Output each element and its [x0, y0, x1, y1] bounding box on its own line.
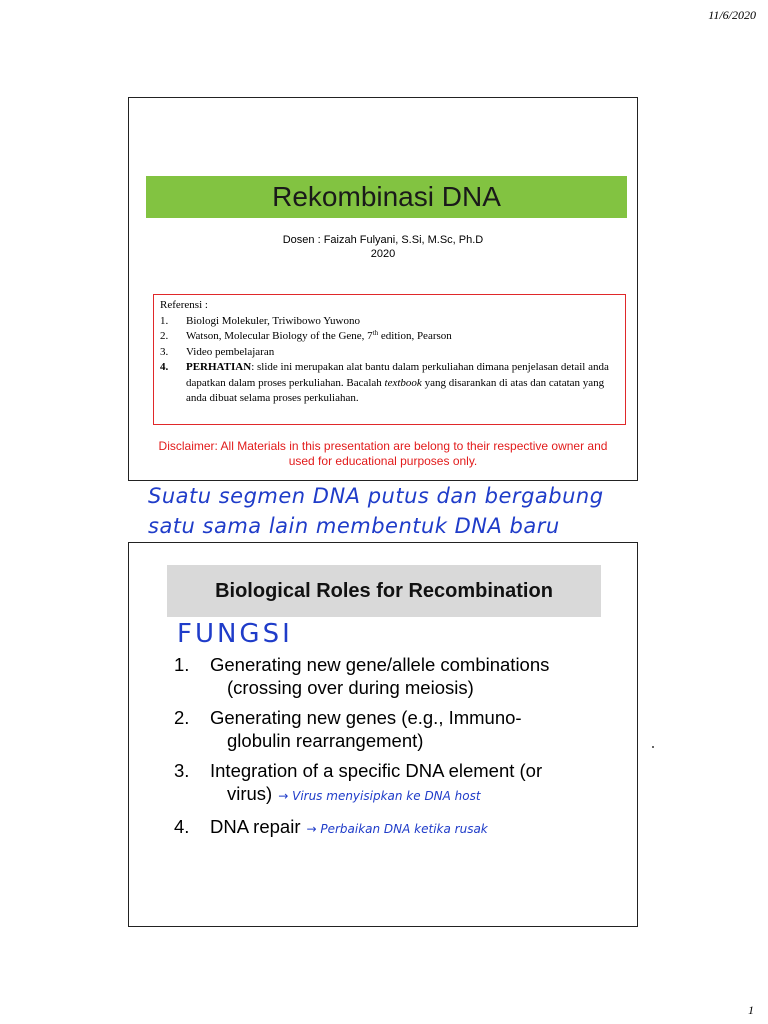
reference-item	[160, 360, 619, 407]
slide-1	[128, 97, 638, 481]
superscript: th	[372, 329, 379, 337]
reference-number: 4.	[160, 361, 169, 373]
role-number: 2.	[174, 707, 190, 728]
attention-note: PERHATIAN: slide ini merupakan alat bantu dalam perkuliahan dimana penjelasan detail anda dapatkan dalam proses perkuliahan. Bacalah textbook yang disarankan di atas dan catatan yang anda dibuat selama proses perkuliahan.	[186, 361, 609, 404]
stray-mark	[652, 746, 654, 748]
attention-label: PERHATIAN	[186, 361, 252, 373]
handwritten-heading: FUNGSI	[177, 619, 293, 649]
disclaimer: Disclaimer: All Materials in this presentation are belong to their respective owner and used for educational purposes only.	[158, 439, 608, 468]
handwritten-annotation: → Perbaikan DNA ketika rusak	[306, 822, 488, 836]
slide-2	[128, 542, 638, 927]
reference-number: 3.	[160, 345, 169, 358]
role-number: 1.	[174, 654, 190, 675]
role-text: Integration of a specific DNA element (or virus) → Virus menyisipkan ke DNA host	[210, 760, 543, 804]
page-date: 11/6/2020	[708, 8, 756, 22]
role-item	[174, 759, 614, 808]
reference-item	[160, 329, 619, 345]
role-text: Generating new gene/allele combinations (crossing over during meiosis)	[210, 654, 550, 698]
handwritten-note-line-2: satu sama lain membentuk DNA baru	[148, 514, 560, 538]
role-item	[174, 706, 614, 752]
reference-text: Biologi Molekuler, Triwibowo Yuwono	[186, 314, 360, 327]
roles-list	[174, 653, 614, 848]
references-list	[160, 314, 619, 407]
handwritten-annotation: → Virus menyisipkan ke DNA host	[278, 789, 481, 803]
role-number: 3.	[174, 760, 190, 781]
role-text: DNA repair → Perbaikan DNA ketika rusak	[210, 816, 488, 837]
role-number: 4.	[174, 816, 190, 837]
lecturer-name: Dosen : Faizah Fulyani, S.Si, M.Sc, Ph.D	[282, 234, 484, 246]
references-heading: Referensi :	[160, 299, 208, 311]
references-box	[153, 294, 626, 425]
role-item	[174, 653, 614, 699]
reference-text: Video pembelajaran	[186, 345, 275, 358]
role-item	[174, 815, 614, 841]
reference-number: 1.	[160, 314, 169, 327]
reference-item	[160, 314, 619, 330]
lecturer-info	[129, 233, 637, 261]
role-text: Generating new genes (e.g., Immuno- globulin rearrangement)	[210, 707, 522, 751]
page-number: 1	[748, 1003, 754, 1017]
reference-item	[160, 345, 619, 361]
reference-text: Watson, Molecular Biology of the Gene, 7th edition, Pearson	[186, 329, 452, 342]
slide-title: Biological Roles for Recombination	[167, 565, 601, 617]
reference-number: 2.	[160, 330, 169, 342]
slide-title: Rekombinasi DNA	[146, 176, 627, 218]
handwritten-note-line-1: Suatu segmen DNA putus dan bergabung	[148, 484, 604, 508]
lecture-year: 2020	[370, 248, 396, 260]
